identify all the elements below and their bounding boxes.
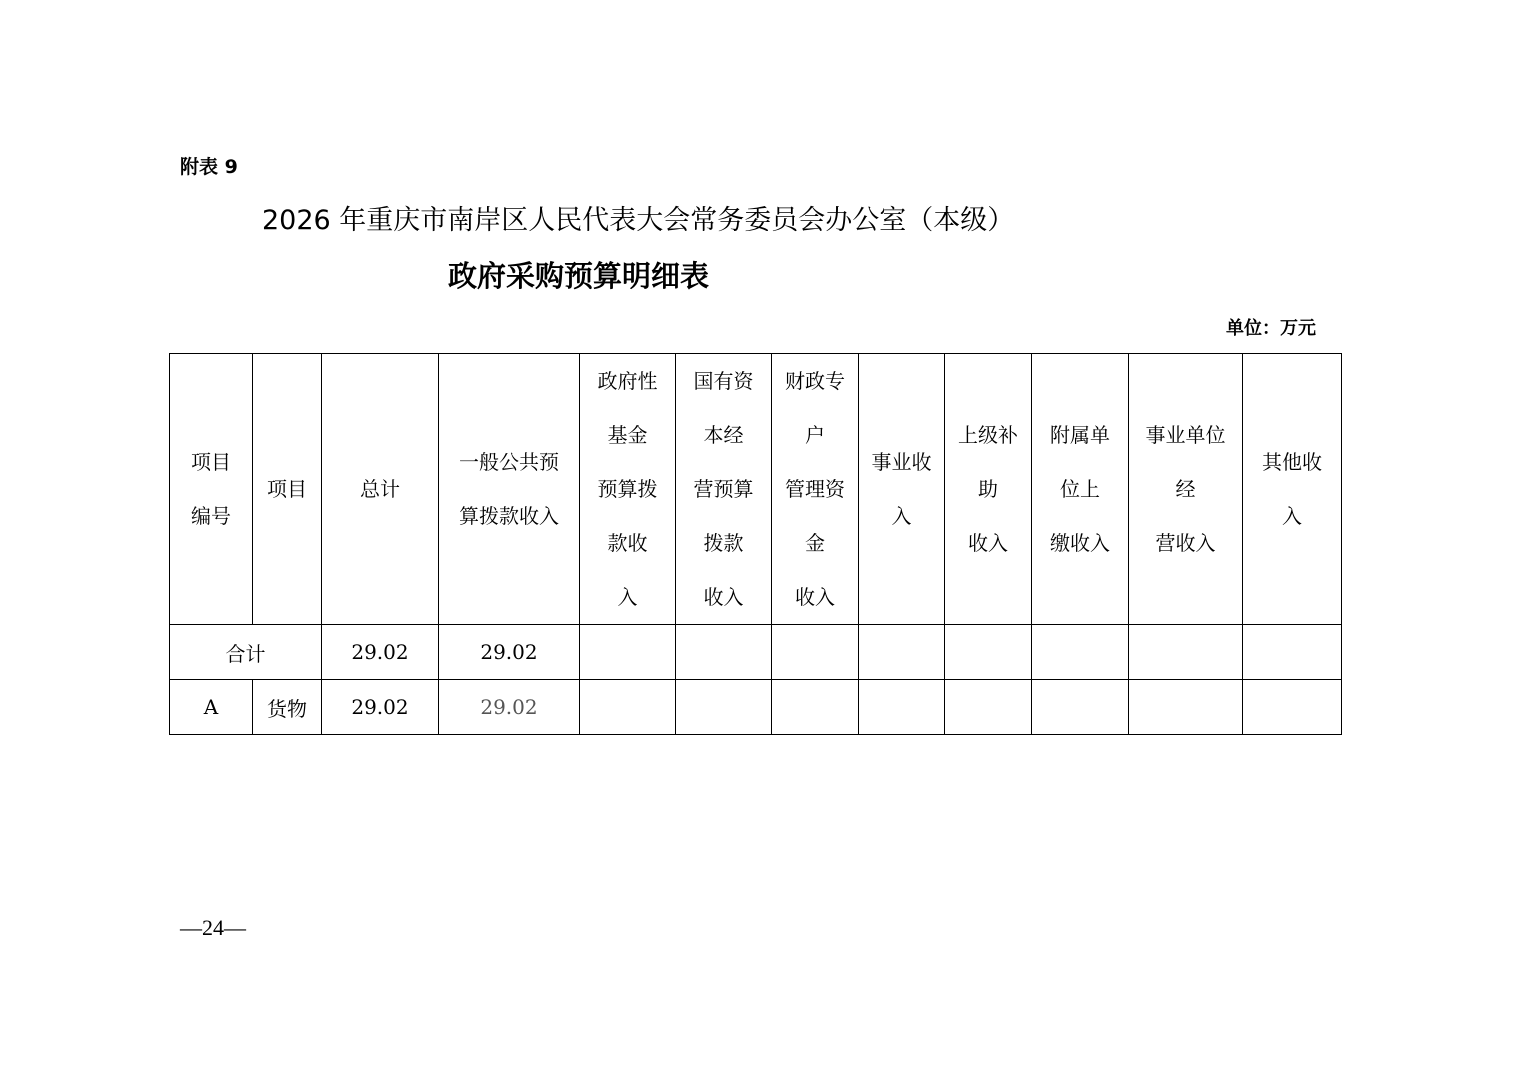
table-total-row (170, 625, 1342, 680)
header-special-account: 财政专 户 管理资 金 收入 (772, 354, 859, 625)
table-header-row (170, 354, 1342, 625)
empty-cell (1032, 680, 1129, 735)
empty-cell (772, 680, 859, 735)
page-number: —24— (180, 915, 246, 940)
procurement-budget-table (169, 353, 1342, 735)
empty-cell (676, 680, 772, 735)
total-general-public: 29.02 (439, 625, 580, 680)
header-superior-subsidy: 上级补 助 收入 (945, 354, 1032, 625)
header-general-public-budget: 一般公共预 算拨款收入 (439, 354, 580, 625)
table-row (170, 680, 1342, 735)
header-total: 总计 (322, 354, 439, 625)
row-name: 货物 (253, 680, 322, 735)
row-general-public: 29.02 (439, 680, 580, 735)
empty-cell (859, 625, 945, 680)
empty-cell (945, 680, 1032, 735)
header-business-operation: 事业单位 经 营收入 (1129, 354, 1243, 625)
header-affiliated-units: 附属单 位上 缴收入 (1032, 354, 1129, 625)
empty-cell (1129, 625, 1243, 680)
row-code: A (170, 680, 253, 735)
empty-cell (945, 625, 1032, 680)
empty-cell (580, 625, 676, 680)
empty-cell (1243, 625, 1342, 680)
header-business-income: 事业收 入 (859, 354, 945, 625)
header-government-fund: 政府性 基金 预算拨 款收 入 (580, 354, 676, 625)
empty-cell (772, 625, 859, 680)
empty-cell (580, 680, 676, 735)
header-project-code: 项目 编号 (170, 354, 253, 625)
header-project: 项目 (253, 354, 322, 625)
row-total: 29.02 (322, 680, 439, 735)
empty-cell (676, 625, 772, 680)
empty-cell (1032, 625, 1129, 680)
document-title: 2026 年重庆市南岸区人民代表大会常务委员会办公室（本级） (262, 205, 1015, 236)
unit-label: 单位：万元 (1226, 318, 1316, 339)
header-other-income: 其他收 入 (1243, 354, 1342, 625)
attachment-label: 附表 9 (180, 156, 238, 178)
header-state-capital: 国有资 本经 营预算 拨款 收入 (676, 354, 772, 625)
empty-cell (859, 680, 945, 735)
document-subtitle: 政府采购预算明细表 (448, 259, 710, 293)
total-value: 29.02 (322, 625, 439, 680)
empty-cell (1129, 680, 1243, 735)
empty-cell (1243, 680, 1342, 735)
total-label: 合计 (170, 625, 322, 680)
